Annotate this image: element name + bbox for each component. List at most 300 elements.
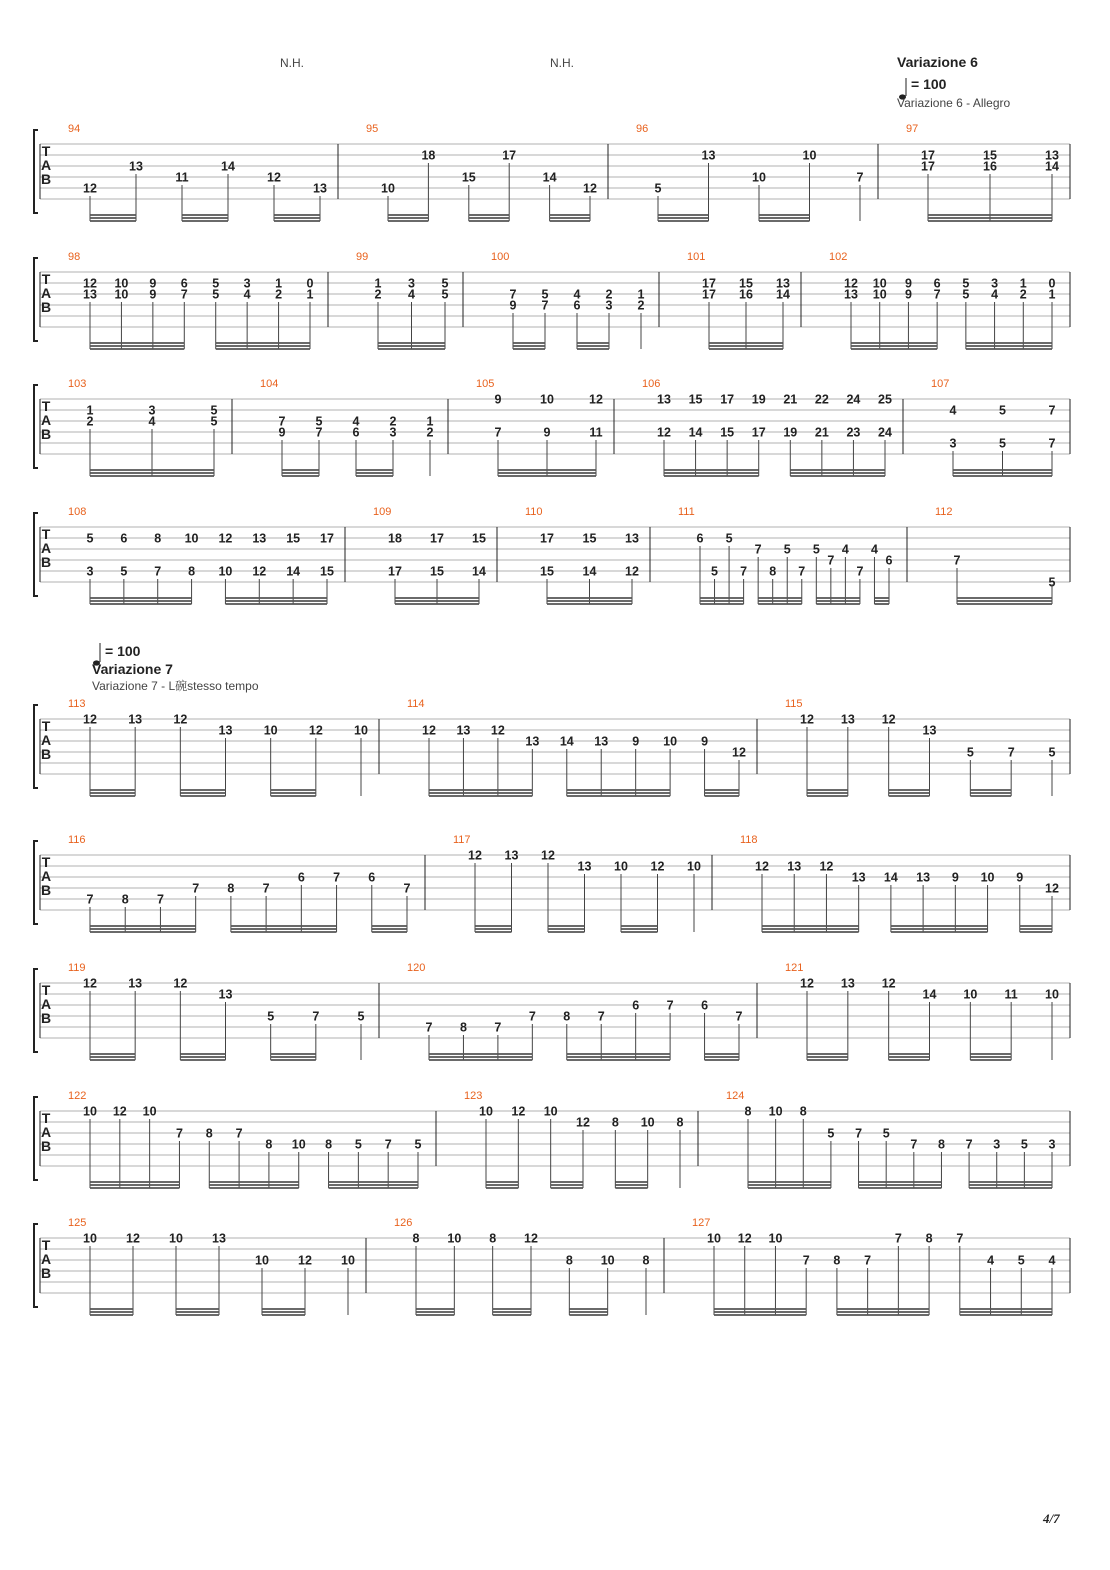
- fret-number: 9: [149, 287, 157, 302]
- fret-number: 10: [341, 1253, 355, 1268]
- fret-number: 9: [543, 425, 551, 440]
- fret-number: 13: [129, 159, 143, 174]
- fret-number: 17: [320, 531, 334, 546]
- fret-number: 5: [354, 1137, 362, 1152]
- fret-number: 13: [701, 148, 716, 163]
- fret-number: 10: [218, 564, 233, 579]
- tab-clef-letter: A: [40, 1124, 52, 1140]
- fret-number: 12: [126, 1231, 140, 1246]
- fret-number: 12: [755, 859, 769, 874]
- fret-number: 7: [262, 881, 270, 896]
- fret-number: 8: [676, 1115, 684, 1130]
- tab-clef-letter: T: [41, 143, 51, 159]
- fret-number: 6: [573, 298, 581, 313]
- fret-number: 12: [657, 425, 671, 440]
- tab-clef-letter: A: [40, 1251, 52, 1267]
- measure-number: 100: [491, 251, 510, 263]
- measure-number: 109: [373, 506, 392, 518]
- fret-number: 13: [456, 723, 471, 738]
- fret-number: 15: [739, 276, 753, 291]
- tab-clef-letter: T: [41, 398, 51, 414]
- fret-number: 12: [173, 712, 188, 727]
- fret-number: 5: [86, 531, 94, 546]
- fret-number: 3: [605, 298, 613, 313]
- fret-number: 17: [720, 392, 735, 407]
- tab-clef-letter: A: [40, 412, 52, 428]
- fret-number: 12: [83, 181, 97, 196]
- fret-number: 12: [844, 276, 858, 291]
- measure-number: 125: [68, 1217, 87, 1229]
- fret-number: 9: [632, 734, 640, 749]
- fret-number: 12: [490, 723, 505, 738]
- fret-number: 25: [878, 392, 892, 407]
- fret-number: 12: [298, 1253, 312, 1268]
- fret-number: 4: [987, 1253, 995, 1268]
- fret-number: 10: [142, 1104, 157, 1119]
- tab-clef-letter: A: [40, 540, 52, 556]
- fret-number: 23: [846, 425, 861, 440]
- fret-number: 12: [422, 723, 436, 738]
- fret-number: 8: [833, 1253, 841, 1268]
- fret-number: 13: [776, 276, 790, 291]
- measure-number: 111: [678, 506, 695, 518]
- measure-number: 122: [68, 1090, 87, 1102]
- fret-number: 24: [846, 392, 861, 407]
- fret-number: 10: [255, 1253, 269, 1268]
- fret-number: 10: [752, 170, 766, 185]
- fret-number: 7: [855, 1126, 863, 1141]
- tab-system: [34, 1090, 1070, 1188]
- measure-number: 116: [68, 834, 86, 846]
- fret-number: 12: [881, 976, 896, 991]
- fret-number: 6: [180, 276, 188, 291]
- fret-number: 9: [278, 425, 286, 440]
- tempo-marking: = 100: [911, 76, 947, 92]
- fret-number: 10: [114, 276, 129, 291]
- fret-number: 3: [243, 276, 251, 291]
- tab-clef-letter: T: [41, 982, 51, 998]
- tab-clef-letter: T: [41, 1110, 51, 1126]
- fret-number: 1: [1019, 276, 1027, 291]
- tab-clef-letter: B: [40, 554, 52, 570]
- fret-number: 3: [1048, 1137, 1056, 1152]
- fret-number: 12: [1045, 881, 1059, 896]
- fret-number: 7: [802, 1253, 810, 1268]
- fret-number: 13: [504, 848, 519, 863]
- fret-number: 5: [827, 1126, 835, 1141]
- fret-number: 12: [83, 976, 97, 991]
- fret-number: 7: [156, 892, 164, 907]
- fret-number: 4: [573, 287, 581, 302]
- fret-number: 14: [286, 564, 301, 579]
- fret-number: 11: [1004, 987, 1018, 1002]
- tab-clef-letter: B: [40, 1010, 52, 1026]
- fret-number: 6: [297, 870, 305, 885]
- measure-number: 96: [636, 123, 649, 135]
- fret-number: 5: [966, 745, 974, 760]
- fret-number: 7: [798, 564, 806, 579]
- tab-clef-letter: A: [40, 157, 52, 173]
- natural-harmonic-annotation: N.H.: [550, 56, 574, 70]
- system-bracket: [34, 513, 38, 596]
- fret-number: 3: [148, 403, 156, 418]
- fret-number: 6: [368, 870, 376, 885]
- fret-number: 7: [965, 1137, 973, 1152]
- fret-number: 13: [252, 531, 267, 546]
- fret-number: 1: [374, 276, 382, 291]
- fret-number: 0: [1048, 276, 1056, 291]
- fret-number: 9: [509, 298, 517, 313]
- fret-number: 12: [83, 276, 97, 291]
- fret-number: 13: [83, 287, 97, 302]
- measure-number: 110: [525, 506, 543, 518]
- fret-number: 1: [637, 287, 645, 302]
- fret-number: 7: [312, 1009, 320, 1024]
- fret-number: 12: [800, 976, 814, 991]
- fret-number: 7: [175, 1126, 183, 1141]
- system-bracket: [34, 969, 38, 1052]
- fret-number: 7: [1048, 403, 1056, 418]
- measure-number: 126: [394, 1217, 413, 1229]
- fret-number: 7: [384, 1137, 392, 1152]
- fret-number: 12: [881, 712, 896, 727]
- tab-systems: [34, 123, 1070, 1315]
- fret-number: 13: [844, 287, 858, 302]
- tab-clef-letter: A: [40, 732, 52, 748]
- fret-number: 12: [800, 712, 814, 727]
- fret-number: 13: [128, 976, 143, 991]
- tab-clef-letter: A: [40, 868, 52, 884]
- fret-number: 9: [951, 870, 959, 885]
- fret-number: 4: [408, 287, 415, 302]
- measure-number: 127: [692, 1217, 711, 1229]
- fret-number: 8: [412, 1231, 420, 1246]
- fret-number: 17: [921, 159, 935, 174]
- system-bracket: [34, 258, 38, 341]
- fret-number: 7: [956, 1231, 964, 1246]
- fret-number: 14: [472, 564, 486, 579]
- fret-number: 4: [949, 403, 957, 418]
- fret-number: 12: [541, 848, 555, 863]
- natural-harmonic-annotation: N.H.: [280, 56, 304, 70]
- fret-number: 16: [739, 287, 753, 302]
- measure-number: 118: [740, 834, 758, 846]
- fret-number: 13: [787, 859, 802, 874]
- measure-number: 114: [407, 698, 425, 710]
- fret-number: 5: [120, 564, 128, 579]
- fret-number: 10: [83, 1231, 97, 1246]
- fret-number: 15: [472, 531, 486, 546]
- fret-number: 7: [740, 564, 748, 579]
- fret-number: 15: [720, 425, 735, 440]
- fret-number: 15: [320, 564, 334, 579]
- fret-number: 5: [962, 276, 970, 291]
- fret-number: 7: [278, 414, 286, 429]
- fret-number: 13: [840, 976, 855, 991]
- tab-system: [34, 1217, 1070, 1315]
- fret-number: 7: [494, 425, 502, 440]
- fret-number: 13: [218, 987, 233, 1002]
- fret-number: 5: [441, 276, 449, 291]
- fret-number: 14: [883, 870, 898, 885]
- fret-number: 8: [565, 1253, 573, 1268]
- measure-number: 112: [935, 506, 953, 518]
- fret-number: 3: [949, 436, 957, 451]
- fret-number: 7: [1048, 436, 1056, 451]
- fret-number: 10: [614, 859, 628, 874]
- fret-number: 13: [922, 723, 937, 738]
- fret-number: 5: [725, 531, 733, 546]
- system-bracket: [34, 385, 38, 468]
- fret-number: 10: [184, 531, 199, 546]
- fret-number: 8: [459, 1020, 467, 1035]
- fret-number: 3: [993, 1137, 1001, 1152]
- fret-number: 13: [525, 734, 540, 749]
- fret-number: 7: [192, 881, 200, 896]
- fret-number: 10: [687, 859, 701, 874]
- tab-system: [34, 834, 1070, 932]
- fret-number: 18: [421, 148, 436, 163]
- fret-number: 2: [86, 414, 94, 429]
- section-title: Variazione 6: [897, 54, 978, 70]
- fret-number: 10: [802, 148, 817, 163]
- fret-number: 10: [114, 287, 129, 302]
- fret-number: 5: [441, 287, 449, 302]
- fret-number: 3: [408, 276, 415, 291]
- fret-number: 8: [769, 564, 777, 579]
- fret-number: 7: [154, 564, 162, 579]
- fret-number: 5: [1017, 1253, 1025, 1268]
- fret-number: 9: [904, 276, 912, 291]
- fret-number: 10: [768, 1104, 783, 1119]
- measure-number: 120: [407, 962, 426, 974]
- fret-number: 10: [707, 1231, 721, 1246]
- fret-number: 8: [265, 1137, 273, 1152]
- measure-number: 104: [260, 378, 279, 390]
- fret-number: 15: [983, 148, 997, 163]
- tab-clef-letter: B: [40, 1265, 52, 1281]
- measure-number: 94: [68, 123, 81, 135]
- fret-number: 7: [180, 287, 188, 302]
- fret-number: 5: [210, 403, 218, 418]
- measure-number: 102: [829, 251, 848, 263]
- tab-clef-letter: B: [40, 171, 52, 187]
- fret-number: 8: [489, 1231, 497, 1246]
- fret-number: 16: [983, 159, 997, 174]
- fret-number: 12: [650, 859, 665, 874]
- fret-number: 5: [315, 414, 323, 429]
- fret-number: 7: [910, 1137, 918, 1152]
- measure-number: 99: [356, 251, 369, 263]
- tab-clef-letter: T: [41, 271, 51, 287]
- fret-number: 7: [933, 287, 941, 302]
- fret-number: 13: [128, 712, 143, 727]
- fret-number: 8: [925, 1231, 933, 1246]
- fret-number: 12: [589, 392, 603, 407]
- fret-number: 17: [388, 564, 402, 579]
- tab-clef-letter: T: [41, 1237, 51, 1253]
- fret-number: 17: [702, 287, 716, 302]
- fret-number: 17: [702, 276, 716, 291]
- fret-number: 4: [1048, 1253, 1056, 1268]
- fret-number: 10: [354, 723, 368, 738]
- fret-number: 2: [1019, 287, 1027, 302]
- fret-number: 2: [605, 287, 613, 302]
- fret-number: 12: [112, 1104, 127, 1119]
- fret-number: 15: [461, 170, 476, 185]
- fret-number: 10: [83, 1104, 97, 1119]
- tab-system: [34, 123, 1070, 221]
- fret-number: 14: [542, 170, 557, 185]
- fret-number: 8: [121, 892, 129, 907]
- fret-number: 14: [559, 734, 574, 749]
- fret-number: 4: [243, 287, 251, 302]
- fret-number: 12: [308, 723, 323, 738]
- fret-number: 7: [754, 542, 762, 557]
- fret-number: 5: [267, 1009, 275, 1024]
- fret-number: 8: [188, 564, 196, 579]
- fret-number: 17: [751, 425, 766, 440]
- fret-number: 18: [388, 531, 402, 546]
- fret-number: 9: [904, 287, 912, 302]
- tab-clef-letter: T: [41, 718, 51, 734]
- fret-number: 7: [235, 1126, 243, 1141]
- tab-clef-letter: T: [41, 854, 51, 870]
- measure-number: 101: [687, 251, 706, 263]
- fret-number: 12: [625, 564, 639, 579]
- fret-number: 10: [980, 870, 995, 885]
- fret-number: 17: [430, 531, 444, 546]
- fret-number: 2: [426, 425, 434, 440]
- fret-number: 12: [819, 859, 834, 874]
- fret-number: 7: [597, 1009, 605, 1024]
- fret-number: 7: [666, 998, 674, 1013]
- fret-number: 5: [541, 287, 549, 302]
- fret-number: 10: [540, 392, 554, 407]
- tempo-marking: = 100: [105, 643, 141, 659]
- fret-number: 13: [212, 1231, 226, 1246]
- fret-number: 12: [252, 564, 267, 579]
- measure-number: 106: [642, 378, 661, 390]
- fret-number: 10: [600, 1253, 615, 1268]
- fret-number: 4: [352, 414, 360, 429]
- tab-clef-letter: T: [41, 526, 51, 542]
- fret-number: 10: [963, 987, 978, 1002]
- fret-number: 5: [711, 564, 719, 579]
- fret-number: 24: [878, 425, 892, 440]
- fret-number: 6: [632, 998, 640, 1013]
- fret-number: 12: [173, 976, 188, 991]
- fret-number: 5: [812, 542, 820, 557]
- fret-number: 2: [374, 287, 382, 302]
- fret-number: 8: [937, 1137, 945, 1152]
- fret-number: 7: [953, 553, 961, 568]
- tab-clef-letter: A: [40, 285, 52, 301]
- fret-number: 6: [696, 531, 704, 546]
- fret-number: 14: [776, 287, 790, 302]
- fret-number: 13: [657, 392, 671, 407]
- fret-number: 10: [640, 1115, 655, 1130]
- fret-number: 5: [882, 1126, 890, 1141]
- fret-number: 4: [148, 414, 156, 429]
- fret-number: 1: [86, 403, 94, 418]
- fret-number: 3: [389, 425, 397, 440]
- fret-number: 8: [744, 1104, 752, 1119]
- tab-clef-letter: B: [40, 426, 52, 442]
- fret-number: 10: [291, 1137, 306, 1152]
- fret-number: 7: [856, 564, 864, 579]
- fret-number: 15: [582, 531, 597, 546]
- measure-number: 124: [726, 1090, 745, 1102]
- fret-number: 15: [286, 531, 301, 546]
- measure-number: 105: [476, 378, 495, 390]
- fret-number: 15: [430, 564, 444, 579]
- fret-number: 6: [885, 553, 893, 568]
- fret-number: 7: [1007, 745, 1015, 760]
- fret-number: 8: [799, 1104, 807, 1119]
- tab-clef-letter: B: [40, 299, 52, 315]
- fret-number: 5: [1048, 745, 1056, 760]
- fret-number: 12: [576, 1115, 590, 1130]
- fret-number: 7: [403, 881, 411, 896]
- fret-number: 5: [414, 1137, 422, 1152]
- fret-number: 7: [827, 553, 835, 568]
- fret-number: 4: [841, 542, 849, 557]
- measure-number: 108: [68, 506, 87, 518]
- measure-number: 119: [68, 962, 86, 974]
- section-subtitle: Variazione 6 - Allegro: [897, 96, 1011, 110]
- system-bracket: [34, 705, 38, 788]
- fret-number: 17: [502, 148, 517, 163]
- fret-number: 5: [783, 542, 791, 557]
- fret-number: 17: [540, 531, 554, 546]
- fret-number: 10: [479, 1104, 493, 1119]
- measure-number: 117: [453, 834, 471, 846]
- fret-number: 8: [611, 1115, 619, 1130]
- fret-number: 7: [315, 425, 323, 440]
- fret-number: 13: [313, 181, 327, 196]
- fret-number: 1: [306, 287, 314, 302]
- fret-number: 10: [872, 287, 887, 302]
- fret-number: 7: [528, 1009, 536, 1024]
- fret-number: 12: [511, 1104, 526, 1119]
- tab-system: [34, 378, 1070, 476]
- fret-number: 13: [625, 531, 639, 546]
- measure-number: 113: [68, 698, 86, 710]
- fret-number: 14: [688, 425, 703, 440]
- fret-number: 2: [389, 414, 397, 429]
- tab-system: [34, 698, 1070, 796]
- fret-number: 7: [333, 870, 341, 885]
- measure-number: 97: [906, 123, 919, 135]
- system-bracket: [34, 1097, 38, 1180]
- fret-number: 3: [86, 564, 94, 579]
- fret-number: 7: [856, 170, 864, 185]
- fret-number: 6: [120, 531, 128, 546]
- system-bracket: [34, 841, 38, 924]
- fret-number: 19: [751, 392, 766, 407]
- fret-number: 13: [594, 734, 609, 749]
- fret-number: 5: [999, 436, 1006, 451]
- fret-number: 5: [357, 1009, 365, 1024]
- fret-number: 9: [494, 392, 502, 407]
- fret-number: 10: [768, 1231, 783, 1246]
- fret-number: 5: [1048, 575, 1056, 590]
- fret-number: 14: [582, 564, 597, 579]
- fret-number: 0: [306, 276, 314, 291]
- section-title: Variazione 7: [92, 661, 173, 677]
- tab-clef-letter: A: [40, 996, 52, 1012]
